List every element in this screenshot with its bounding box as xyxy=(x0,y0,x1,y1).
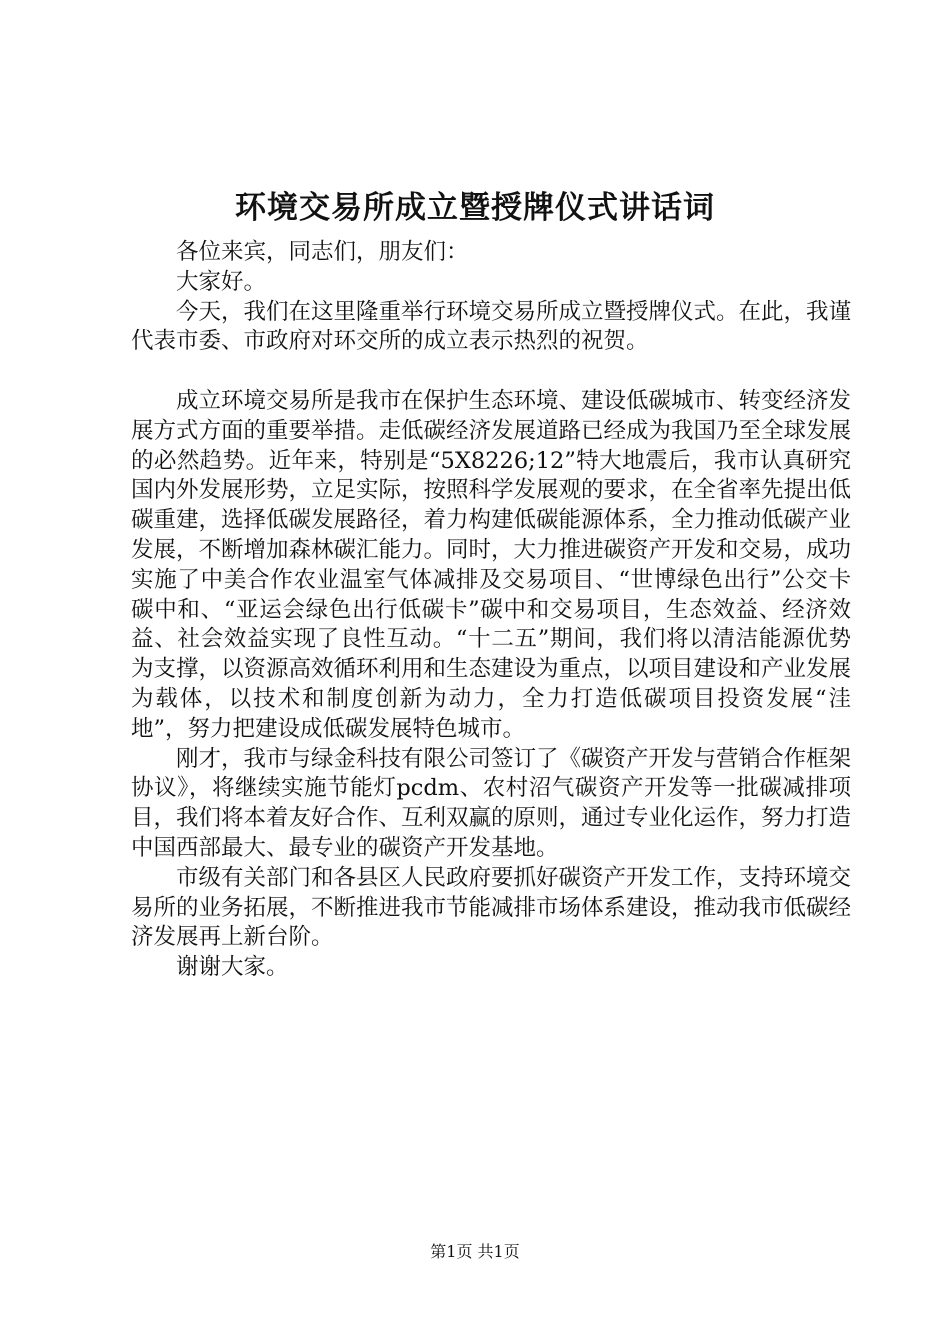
paragraph-opening: 今天，我们在这里隆重举行环境交易所成立暨授牌仪式。在此，我谨代表市委、市政府对环交所的成立表示热烈的祝贺。 xyxy=(131,298,852,355)
paragraph-request: 市级有关部门和各县区人民政府要抓好碳资产开发工作，支持环境交易所的业务拓展，不断推进我市节能减排市场体系建设，推动我市低碳经济发展再上新台阶。 xyxy=(131,864,852,951)
document-title: 环境交易所成立暨授牌仪式讲话词 xyxy=(235,190,715,226)
paragraph-agreement: 刚才，我市与绿金科技有限公司签订了《碳资产开发与营销合作框架协议》，将继续实施节能灯pcdm、农村沼气碳资产开发等一批碳减排项目，我们将本着友好合作、互利双赢的原则，通过专业化运作，努力打造中国西部最大、最专业的碳资产开发基地。 xyxy=(131,745,852,861)
document-body xyxy=(131,238,851,983)
paragraph-background: 成立环境交易所是我市在保护生态环境、建设低碳城市、转变经济发展方式方面的重要举措。走低碳经济发展道路已经成为我国乃至全球发展的必然趋势。近年来，特别是“5X8226;12”特大地震后，我市认真研究国内外发展形势，立足实际，按照科学发展观的要求，在全省率先提出低碳重建，选择低碳发展路径，着力构建低碳能源体系，全力推动低碳产业发展，不断增加森林碳汇能力。同时，大力推进碳资产开发和交易，成功实施了中美合作农业温室气体减排及交易项目、“世博绿色出行”公交卡碳中和、“亚运会绿色出行低碳卡”碳中和交易项目，生态效益、经济效益、社会效益实现了良性互动。“十二五”期间，我们将以清洁能源优势为支撑，以资源高效循环利用和生态建设为重点，以项目建设和产业发展为载体，以技术和制度创新为动力，全力打造低碳项目投资发展“洼地”，努力把建设成低碳发展特色城市。 xyxy=(131,387,852,742)
salutation: 各位来宾，同志们，朋友们： xyxy=(176,239,469,265)
greeting: 大家好。 xyxy=(176,268,267,295)
closing-thanks: 谢谢大家。 xyxy=(176,954,289,981)
page-footer: 第1页 共1页 xyxy=(430,1242,520,1261)
